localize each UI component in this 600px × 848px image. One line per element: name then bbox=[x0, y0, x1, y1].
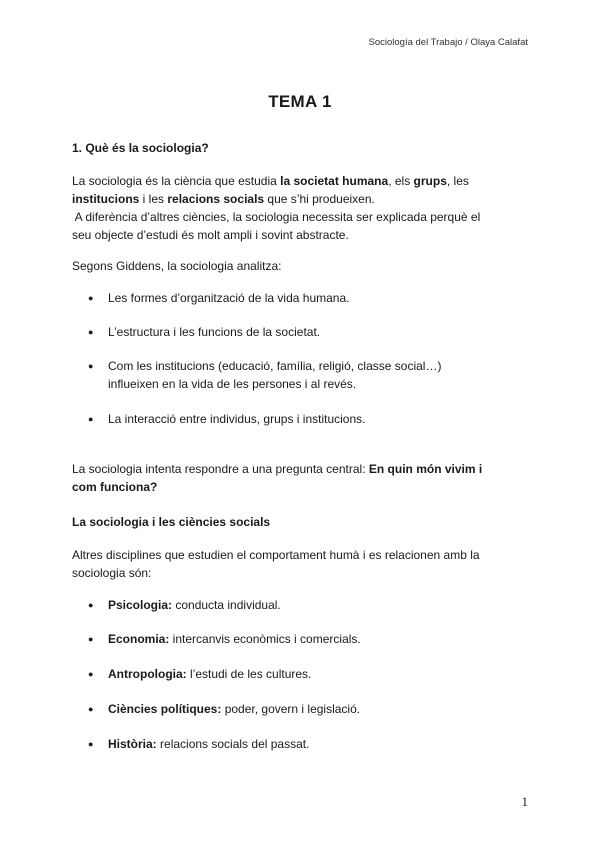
list-item: ● Antropologia: l’estudi de les cultures. bbox=[72, 665, 532, 683]
page-title: TEMA 1 bbox=[268, 92, 332, 111]
list-item: ● Les formes d’organització de la vida humana. bbox=[72, 289, 532, 307]
central-question-text: La sociologia intenta respondre a una pregunta central: bbox=[72, 462, 369, 476]
intro-text: , les bbox=[446, 174, 469, 188]
intro-text: La sociologia és la ciència que estudia bbox=[72, 174, 281, 188]
list-item: ● La interacció entre individus, grups i institucions. bbox=[72, 410, 532, 428]
central-question bbox=[72, 460, 532, 496]
page-number: 1 bbox=[521, 794, 528, 809]
list-item: ● L’estructura i les funcions de la societat. bbox=[72, 323, 532, 341]
list-item: ● Economia: intercanvis econòmics i comercials. bbox=[72, 630, 532, 648]
intro-bold: institucions bbox=[72, 192, 140, 206]
intro-text: , els bbox=[388, 174, 414, 188]
giddens-list bbox=[72, 410, 532, 428]
section-heading: 1. Què és la sociologia? bbox=[72, 141, 209, 155]
difference-line: A diferència d’altres ciències, la sociologia necessita ser explicada perquè el bbox=[72, 210, 481, 224]
list-item: ● Ciències polítiques: poder, govern i legislació. bbox=[72, 700, 532, 718]
list-item: ● Història: relacions socials del passat. bbox=[72, 735, 532, 753]
intro-paragraph bbox=[72, 172, 532, 244]
difference-line: seu objecte d’estudi és molt ampli i sovint abstracte. bbox=[72, 228, 349, 242]
section-heading: La sociologia i les ciències socials bbox=[72, 515, 271, 529]
giddens-list bbox=[72, 323, 532, 341]
giddens-list bbox=[72, 289, 532, 307]
giddens-text: Segons Giddens, la sociologia analitza: bbox=[72, 259, 282, 273]
list-item: ● Psicologia: conducta individual. bbox=[72, 596, 532, 614]
intro-text: que s’hi produeixen. bbox=[264, 192, 375, 206]
disciplines-intro: Altres disciplines que estudien el comportament humà i es relacionen amb la sociologia són: bbox=[72, 548, 480, 580]
intro-bold: la societat humana bbox=[280, 174, 389, 188]
central-question-bold: com funciona? bbox=[72, 480, 158, 494]
intro-bold: relacions socials bbox=[167, 192, 265, 206]
giddens-list bbox=[72, 357, 532, 393]
intro-bold: grups bbox=[413, 174, 447, 188]
central-question-bold: En quin món vivim i bbox=[368, 462, 483, 476]
intro-text: i les bbox=[139, 192, 168, 206]
page-header: Sociología del Trabajo / Olaya Calafat bbox=[368, 37, 528, 48]
list-item: ● Com les institucions (educació, família, religió, classe social…) influeixen en la vida de les persones i al revés. bbox=[72, 357, 532, 393]
